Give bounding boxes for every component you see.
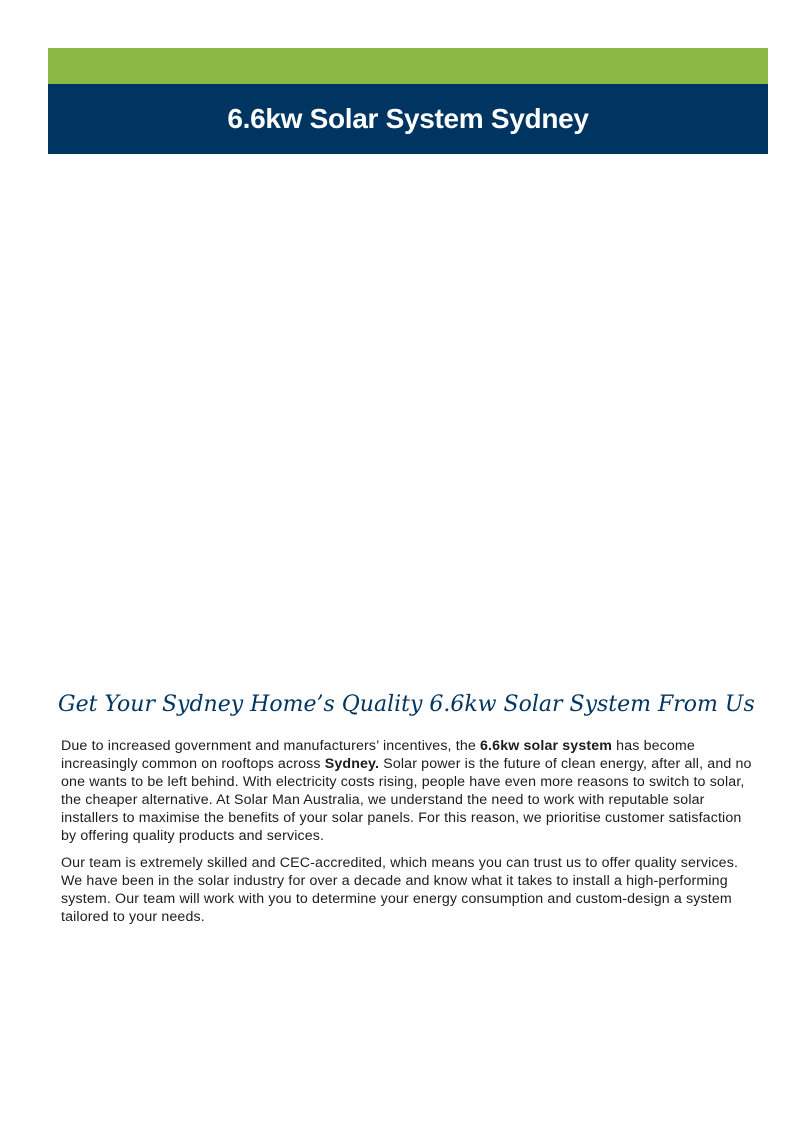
intro-text-2: has become increasingly common on rooftops across [61,738,695,772]
team-paragraph: Our team is extremely skilled and CEC-accredited, which means you can trust us to offer quality services. We have been in the solar industry for over a decade and know what it takes to install a high-performing system. Our team will work with you to determine your energy consumption and custom-design a system tailored to your needs. [61,855,739,925]
intro-paragraph [61,737,758,845]
page-header [48,84,768,154]
header-accent-bar [48,48,768,84]
page-title: 6.6kw Solar System Sydney [227,103,589,134]
intro-bold-product: 6.6kw solar system [480,738,613,754]
intro-bold-city: Sydney. [324,756,380,772]
intro-text-3: Solar power is the future of clean energy, after all, and no one wants to be left behind. With electricity costs rising, people have even more reasons to switch to solar, the cheaper alternative. At Solar Man Australia, we understand the need to work with reputable solar installers to maximise the benefits of your solar panels. For this reason, we prioritise customer satisfaction by offering quality products and services. [61,756,752,844]
content-section [58,690,758,935]
intro-text-1: Due to increased government and manufacturers’ incentives, the [61,738,481,754]
section-heading: Get Your Sydney Home’s Quality 6.6kw Solar System From Us [58,692,755,717]
